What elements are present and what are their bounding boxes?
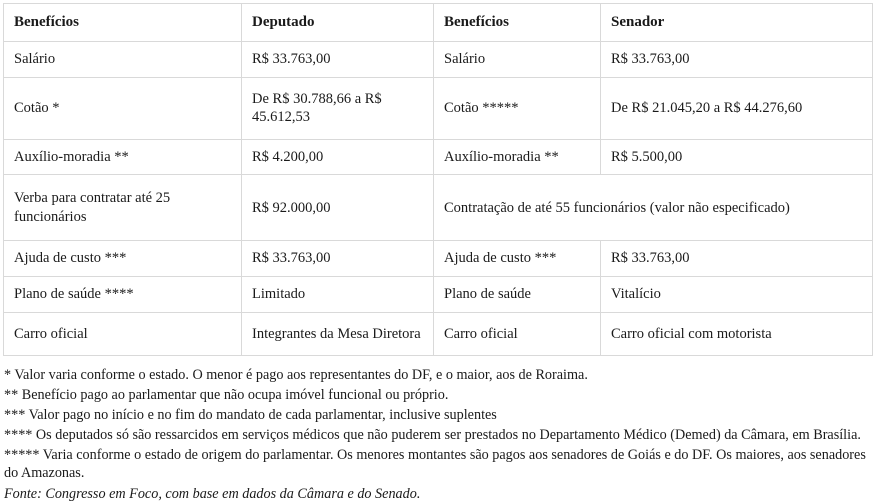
document-page: [0, 3, 878, 503]
table-row: [4, 77, 873, 139]
cell-value-deputado: R$ 33.763,00: [242, 241, 434, 277]
footnote-5: ***** Varia conforme o estado de origem do parlamentar. Os menores montantes são pagos aos senadores de Goiás e do DF. Os maiores, aos senadores do Amazonas.: [4, 446, 866, 482]
cell-benefit-senador: Ajuda de custo ***: [434, 241, 601, 277]
table-header: [4, 4, 873, 42]
cell-value-senador: De R$ 21.045,20 a R$ 44.276,60: [601, 77, 873, 139]
source-line: Fonte: Congresso em Foco, com base em dados da Câmara e do Senado.: [4, 486, 421, 503]
cell-benefit-senador: Salário: [434, 42, 601, 78]
cell-value-senador: Vitalício: [601, 277, 873, 313]
footnote-1: * Valor varia conforme o estado. O menor é pago aos representantes do DF, e o maior, aos de Roraima.: [4, 367, 588, 384]
cell-value-deputado: De R$ 30.788,66 a R$ 45.612,53: [242, 77, 434, 139]
cell-benefit-deputado: Carro oficial: [4, 312, 242, 356]
cell-benefit-deputado: Auxílio-moradia **: [4, 139, 242, 175]
cell-value-senador: R$ 5.500,00: [601, 139, 873, 175]
cell-value-deputado: R$ 33.763,00: [242, 42, 434, 78]
table-row: [4, 277, 873, 313]
column-header-beneficios-senador: Benefícios: [434, 4, 601, 42]
table-header-row: [4, 4, 873, 42]
cell-value-deputado: Limitado: [242, 277, 434, 313]
cell-benefit-deputado: Salário: [4, 42, 242, 78]
cell-value-deputado: R$ 92.000,00: [242, 175, 434, 241]
benefits-comparison-table: [3, 3, 873, 356]
table-row: [4, 175, 873, 241]
table-row: [4, 312, 873, 356]
cell-value-senador: R$ 33.763,00: [601, 42, 873, 78]
cell-senador-merged: Contratação de até 55 funcionários (valor não especificado): [434, 175, 873, 241]
table-row: [4, 241, 873, 277]
cell-benefit-senador: Auxílio-moradia **: [434, 139, 601, 175]
column-header-senador: Senador: [601, 4, 873, 42]
column-header-beneficios-deputado: Benefícios: [4, 4, 242, 42]
cell-benefit-senador: Carro oficial: [434, 312, 601, 356]
cell-value-deputado: R$ 4.200,00: [242, 139, 434, 175]
cell-benefit-deputado: Verba para contratar até 25 funcionários: [4, 175, 242, 241]
footnote-4: **** Os deputados só são ressarcidos em serviços médicos que não puderem ser prestados no Departamento Médico (Demed) da Câmara, em Brasília.: [4, 426, 861, 443]
column-header-deputado: Deputado: [242, 4, 434, 42]
cell-benefit-deputado: Plano de saúde ****: [4, 277, 242, 313]
table-body: [4, 42, 873, 356]
cell-benefit-deputado: Ajuda de custo ***: [4, 241, 242, 277]
cell-value-senador: R$ 33.763,00: [601, 241, 873, 277]
cell-value-deputado: Integrantes da Mesa Diretora: [242, 312, 434, 356]
cell-benefit-senador: Cotão *****: [434, 77, 601, 139]
cell-benefit-deputado: Cotão *: [4, 77, 242, 139]
footnote-3: *** Valor pago no início e no fim do mandato de cada parlamentar, inclusive suplentes: [4, 406, 497, 423]
footnote-2: ** Benefício pago ao parlamentar que não ocupa imóvel funcional ou próprio.: [4, 386, 449, 403]
footnotes: [4, 366, 872, 504]
table-row: [4, 42, 873, 78]
cell-benefit-senador: Plano de saúde: [434, 277, 601, 313]
cell-value-senador: Carro oficial com motorista: [601, 312, 873, 356]
table-row: [4, 139, 873, 175]
